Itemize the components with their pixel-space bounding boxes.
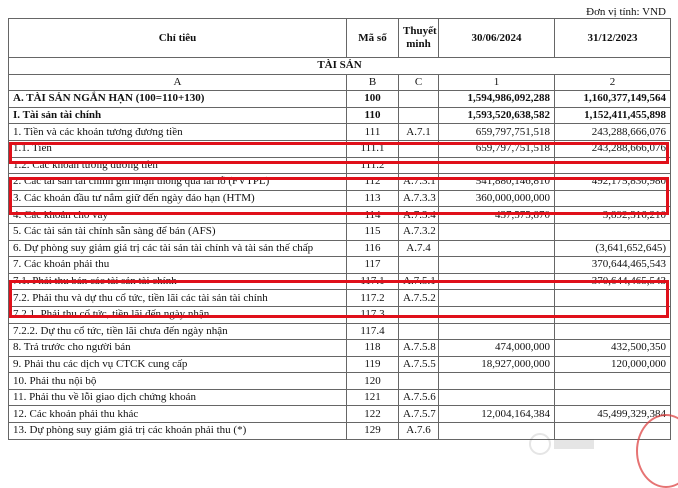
cell-chi-tieu: 5. Các tài sản tài chính sẵn sàng để bán (AFS) <box>9 223 347 240</box>
cell-thuyet-minh: A.7.5.2 <box>399 290 439 307</box>
cell-thuyet-minh <box>399 257 439 274</box>
cell-ma-so: 117.2 <box>347 290 399 307</box>
table-row <box>9 140 671 157</box>
header-thuyet-minh: Thuyết minh <box>399 19 439 58</box>
cell-ma-so: 116 <box>347 240 399 257</box>
cell-thuyet-minh <box>399 157 439 174</box>
table-row <box>9 323 671 340</box>
cell-period-1: 18,927,000,000 <box>439 356 555 373</box>
table-body <box>9 58 671 440</box>
cell-period-2: 243,288,666,076 <box>555 140 671 157</box>
section-row <box>9 58 671 75</box>
header-chi-tieu: Chỉ tiêu <box>9 19 347 58</box>
cell-period-1: 437,575,870 <box>439 207 555 224</box>
table-row <box>9 107 671 124</box>
cell-chi-tieu: I. Tài sản tài chính <box>9 107 347 124</box>
cell-chi-tieu: 7. Các khoản phải thu <box>9 257 347 274</box>
cell-chi-tieu: 11. Phải thu về lỗi giao dịch chứng khoán <box>9 389 347 406</box>
cell-period-1 <box>439 273 555 290</box>
table-row <box>9 223 671 240</box>
cell-period-1: 1,593,520,638,582 <box>439 107 555 124</box>
cell-period-1: 474,000,000 <box>439 340 555 357</box>
table-row <box>9 207 671 224</box>
cell-thuyet-minh <box>399 107 439 124</box>
table-row <box>9 157 671 174</box>
cell-thuyet-minh: A.7.3.1 <box>399 174 439 191</box>
cell-period-1 <box>439 323 555 340</box>
cell-thuyet-minh: A.7.4 <box>399 240 439 257</box>
cell-period-1 <box>439 223 555 240</box>
cell-thuyet-minh: A.7.5.1 <box>399 273 439 290</box>
cell-chi-tieu: 6. Dự phòng suy giảm giá trị các tài sản tài chính và tài sản thế chấp <box>9 240 347 257</box>
cell-thuyet-minh: A.7.5.7 <box>399 406 439 423</box>
cell-chi-tieu: 13. Dự phòng suy giảm giá trị các khoản phải thu (*) <box>9 423 347 440</box>
cell-ma-so: 119 <box>347 356 399 373</box>
cell-thuyet-minh: A.7.3.3 <box>399 190 439 207</box>
cell-chi-tieu: 9. Phải thu các dịch vụ CTCK cung cấp <box>9 356 347 373</box>
cell-thuyet-minh <box>399 140 439 157</box>
cell-period-1: 360,000,000,000 <box>439 190 555 207</box>
table-row <box>9 174 671 191</box>
cell-period-2: 1,152,411,455,898 <box>555 107 671 124</box>
cell-period-2 <box>555 157 671 174</box>
cell-ma-so: 111 <box>347 124 399 141</box>
cell-period-2: 492,175,830,980 <box>555 174 671 191</box>
header-ma-so: Mã số <box>347 19 399 58</box>
cell-period-1: 541,880,146,810 <box>439 174 555 191</box>
cell-period-1: 1 <box>439 74 555 91</box>
cell-ma-so: 122 <box>347 406 399 423</box>
cell-ma-so: 118 <box>347 340 399 357</box>
cell-period-1 <box>439 389 555 406</box>
cell-chi-tieu: 12. Các khoản phải thu khác <box>9 406 347 423</box>
table-row <box>9 340 671 357</box>
cell-period-2: 370,644,465,543 <box>555 257 671 274</box>
cell-thuyet-minh: C <box>399 74 439 91</box>
cell-chi-tieu: 2. Các tài sản tài chính ghi nhận thông qua lãi lỗ (FVTPL) <box>9 174 347 191</box>
table-row <box>9 373 671 390</box>
unit-label: Đơn vị tính: VND <box>586 6 666 18</box>
cell-ma-so: 120 <box>347 373 399 390</box>
cell-thuyet-minh: A.7.1 <box>399 124 439 141</box>
cell-ma-so: 110 <box>347 107 399 124</box>
cell-thuyet-minh: A.7.3.2 <box>399 223 439 240</box>
table-row <box>9 356 671 373</box>
table-header-row <box>9 19 671 58</box>
cell-thuyet-minh: A.7.5.6 <box>399 389 439 406</box>
cell-period-2: 243,288,666,076 <box>555 124 671 141</box>
cell-period-2: 1,160,377,149,564 <box>555 91 671 108</box>
cell-period-1 <box>439 257 555 274</box>
cell-period-2 <box>555 323 671 340</box>
cell-period-2 <box>555 223 671 240</box>
cell-period-2: 432,500,350 <box>555 340 671 357</box>
cell-period-2 <box>555 389 671 406</box>
cell-period-2 <box>555 306 671 323</box>
cell-period-2: 2 <box>555 74 671 91</box>
cell-period-2: (3,641,652,645) <box>555 240 671 257</box>
cell-chi-tieu: 1.1. Tiền <box>9 140 347 157</box>
cell-period-2 <box>555 190 671 207</box>
cell-ma-so: 117.3 <box>347 306 399 323</box>
cell-period-2: 120,000,000 <box>555 356 671 373</box>
cell-period-2: 370,644,465,543 <box>555 273 671 290</box>
cell-chi-tieu: 7.2.1. Phải thu cổ tức, tiền lãi đến ngày nhận <box>9 306 347 323</box>
cell-thuyet-minh <box>399 373 439 390</box>
cell-period-1 <box>439 373 555 390</box>
cell-period-1: 659,797,751,518 <box>439 124 555 141</box>
table-row <box>9 257 671 274</box>
cell-period-1 <box>439 306 555 323</box>
cell-chi-tieu: 7.2. Phải thu và dự thu cổ tức, tiền lãi các tài sản tài chính <box>9 290 347 307</box>
watermark-logo <box>528 430 598 458</box>
cell-chi-tieu: A. TÀI SẢN NGẮN HẠN (100=110+130) <box>9 91 347 108</box>
cell-period-1 <box>439 240 555 257</box>
table-row <box>9 290 671 307</box>
cell-ma-so: 115 <box>347 223 399 240</box>
cell-period-2 <box>555 290 671 307</box>
table-row <box>9 124 671 141</box>
cell-chi-tieu: 3. Các khoản đầu tư nắm giữ đến ngày đáo hạn (HTM) <box>9 190 347 207</box>
cell-chi-tieu: A <box>9 74 347 91</box>
cell-chi-tieu: 1. Tiền và các khoản tương đương tiền <box>9 124 347 141</box>
table-row <box>9 389 671 406</box>
cell-chi-tieu: 4. Các khoản cho vay <box>9 207 347 224</box>
cell-chi-tieu: 8. Trả trước cho người bán <box>9 340 347 357</box>
cell-period-2: 45,499,329,384 <box>555 406 671 423</box>
cell-period-1 <box>439 157 555 174</box>
balance-sheet-table <box>8 18 671 440</box>
cell-ma-so: 111.1 <box>347 140 399 157</box>
cell-period-1: 12,004,164,384 <box>439 406 555 423</box>
cell-ma-so: 129 <box>347 423 399 440</box>
cell-ma-so: 117.1 <box>347 273 399 290</box>
table-row <box>9 190 671 207</box>
table-row <box>9 91 671 108</box>
table-row <box>9 306 671 323</box>
header-period-2: 31/12/2023 <box>555 19 671 58</box>
table-row <box>9 273 671 290</box>
table-row <box>9 74 671 91</box>
cell-chi-tieu: 7.2.2. Dự thu cổ tức, tiền lãi chưa đến ngày nhận <box>9 323 347 340</box>
cell-period-2 <box>555 373 671 390</box>
cell-thuyet-minh: A.7.5.8 <box>399 340 439 357</box>
cell-ma-so: 117 <box>347 257 399 274</box>
cell-period-1: 1,594,986,092,288 <box>439 91 555 108</box>
cell-ma-so: 100 <box>347 91 399 108</box>
cell-ma-so: 112 <box>347 174 399 191</box>
table-row <box>9 406 671 423</box>
cell-period-1 <box>439 290 555 307</box>
cell-thuyet-minh: A.7.6 <box>399 423 439 440</box>
header-period-1: 30/06/2024 <box>439 19 555 58</box>
section-title: TÀI SẢN <box>9 58 671 75</box>
cell-ma-so: 117.4 <box>347 323 399 340</box>
cell-thuyet-minh: A.7.5.5 <box>399 356 439 373</box>
cell-thuyet-minh <box>399 306 439 323</box>
cell-thuyet-minh: A.7.3.4 <box>399 207 439 224</box>
cell-ma-so: 114 <box>347 207 399 224</box>
table-row <box>9 240 671 257</box>
cell-ma-so: B <box>347 74 399 91</box>
cell-thuyet-minh <box>399 91 439 108</box>
cell-period-1: 659,797,751,518 <box>439 140 555 157</box>
cell-chi-tieu: 1.2. Các khoản tương đương tiền <box>9 157 347 174</box>
cell-thuyet-minh <box>399 323 439 340</box>
cell-ma-so: 121 <box>347 389 399 406</box>
cell-chi-tieu: 10. Phải thu nội bộ <box>9 373 347 390</box>
cell-ma-so: 111.2 <box>347 157 399 174</box>
cell-chi-tieu: 7.1. Phải thu bán các tài sản tài chính <box>9 273 347 290</box>
cell-period-2: 3,892,316,210 <box>555 207 671 224</box>
cell-ma-so: 113 <box>347 190 399 207</box>
